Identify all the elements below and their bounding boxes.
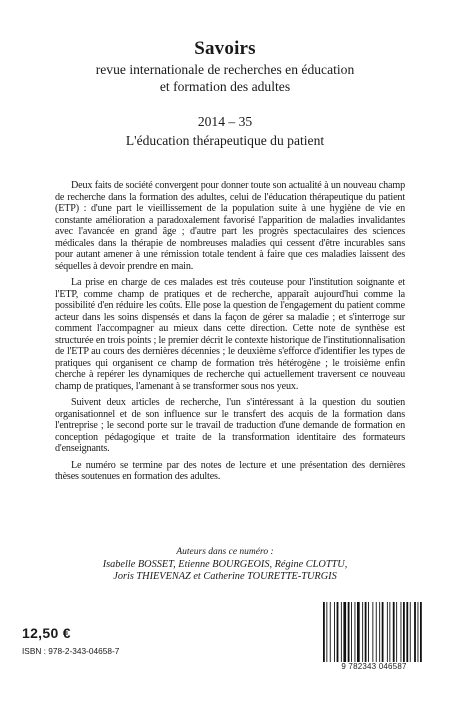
barcode-bar bbox=[401, 602, 402, 662]
barcode-bar bbox=[376, 602, 377, 662]
barcode-bar bbox=[326, 602, 327, 662]
barcode bbox=[318, 602, 430, 672]
isbn: ISBN : 978-2-343-04658-7 bbox=[22, 646, 120, 656]
barcode-bar bbox=[410, 602, 411, 662]
barcode-bar bbox=[379, 602, 380, 662]
journal-title: Savoirs bbox=[194, 38, 256, 59]
barcode-bar bbox=[403, 602, 405, 662]
barcode-bar bbox=[393, 602, 395, 662]
authors-line-2: Joris THIEVENAZ et Catherine TOURETTE-TURGIS bbox=[113, 571, 337, 582]
authors-block bbox=[0, 546, 450, 583]
barcode-bar bbox=[341, 602, 342, 662]
barcode-bar bbox=[414, 602, 416, 662]
barcode-bar bbox=[357, 602, 360, 662]
barcode-bar bbox=[420, 602, 422, 662]
barcode-bar bbox=[330, 602, 331, 662]
barcode-bar bbox=[343, 602, 346, 662]
barcode-bar bbox=[348, 602, 350, 662]
barcode-bar bbox=[372, 602, 373, 662]
barcode-bar bbox=[351, 602, 352, 662]
barcode-bar bbox=[396, 602, 397, 662]
summary-text bbox=[55, 180, 405, 488]
barcode-bar bbox=[334, 602, 335, 662]
barcode-bar bbox=[355, 602, 356, 662]
summary-paragraph: La prise en charge de ces malades est très couteuse pour l'institution soignante et l'ETP, comme champ de pratiques et de recherche, apparaît aujourd'hui comme la possibilité d'en réduire les coûts. Elle pose la question de l'engagement du patient comme acteur dans les soins dispensés et dans la façon de gérer sa maladie ; et s'interroge sur comment l'accompagner au mieux dans cette direction. Cette note de synthèse est structurée en trois points ; le premier décrit le contexte historique de l'institutionnalisation de l'ETP au cours des dernières décennies ; le deuxième s'efforce d'identifier les types de pratiques qui organisent ce champ de formation très hétérogène ; le troisième enfin cherche à repérer les dynamiques de recherche qui actuellement traversent ce nouveau champ de pratiques, l'amenant à se transformer sous nos yeux. bbox=[55, 277, 405, 392]
barcode-bars-graphic bbox=[322, 602, 428, 662]
barcode-bar bbox=[406, 602, 408, 662]
barcode-bar bbox=[389, 602, 390, 662]
barcode-bar bbox=[382, 602, 384, 662]
barcode-bar bbox=[362, 602, 363, 662]
subtitle-line-2: et formation des adultes bbox=[159, 79, 291, 94]
authors-line-1: Isabelle BOSSET, Etienne BOURGEOIS, Régine CLOTTU, bbox=[102, 559, 348, 570]
summary-paragraph: Le numéro se termine par des notes de lecture et une présentation des dernières thèses soutenues en formation des adultes. bbox=[55, 459, 405, 482]
authors-heading: Auteurs dans ce numéro : bbox=[176, 547, 274, 557]
barcode-bar bbox=[337, 602, 339, 662]
barcode-bar bbox=[323, 602, 325, 662]
issue-theme: L'éducation thérapeutique du patient bbox=[125, 133, 325, 148]
barcode-bar bbox=[418, 602, 419, 662]
summary-paragraph: Suivent deux articles de recherche, l'un s'intéressant à la question du soutien organisationnel et de son influence sur le transfert des acquis de la formation dans l'entreprise ; le second porte sur le travail de traduction d'une demande de formation en conception pédagogique et traite de la transformation identitaire des formateurs d'enseignants. bbox=[55, 397, 405, 454]
price: 12,50 € bbox=[22, 625, 71, 641]
barcode-bar bbox=[368, 602, 369, 662]
barcode-number: 9 782343 046587 bbox=[341, 662, 407, 671]
summary-paragraph: Deux faits de société convergent pour donner toute son actualité à un nouveau champ de recherche dans la formation des adultes, celui de l'éducation thérapeutique du patient (ETP) : d'une part le vieillissement de la population suite à une hygiène de vie en constante amélioration a paradoxalement favorisé l'apparition de maladies invalidantes avec l'avancée en grand âge ; d'autre part les progrès spectaculaires des sciences médicales dans la thérapie de nombreuses maladies qui cessent d'être incurables sans pour autant amener à une rémission totale tendent à faire que ces maladies laissent des séquelles à devoir prendre en main. bbox=[55, 180, 405, 272]
footer-strip bbox=[0, 695, 150, 702]
barcode-bar bbox=[365, 602, 367, 662]
journal-subtitle bbox=[0, 61, 450, 95]
barcode-bar bbox=[387, 602, 388, 662]
issue-number: 2014 – 35 bbox=[197, 114, 253, 129]
subtitle-line-1: revue internationale de recherches en éducation bbox=[95, 62, 355, 77]
